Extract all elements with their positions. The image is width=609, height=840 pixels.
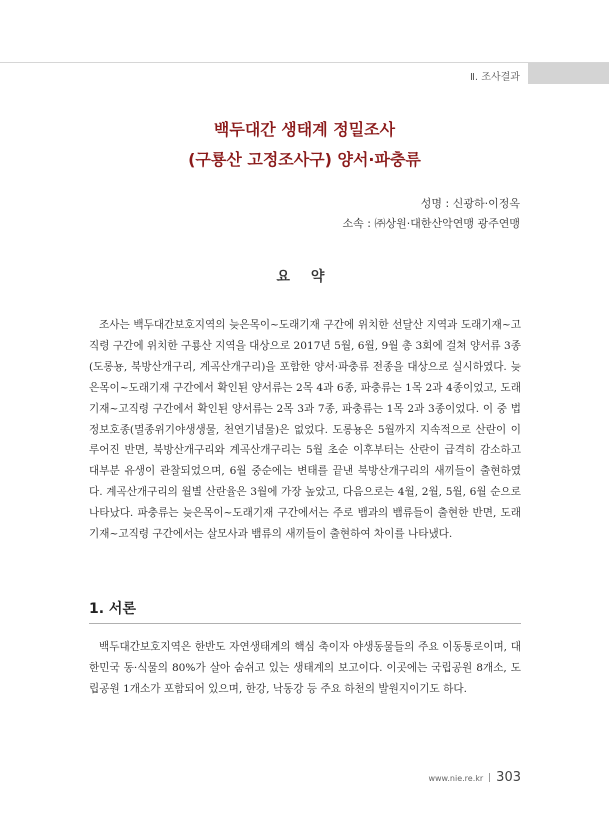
footer-separator xyxy=(489,773,490,782)
abstract-text: 조사는 백두대간보호지역의 늦은목이~도래기재 구간에 위치한 선달산 지역과 도래기재~고직령 구간에 위치한 구룡산 지역을 대상으로 2017년 5월, 6월, 9월 총 3회에 걸쳐 양서류 3종(도롱뇽, 북방산개구리, 계곡산개구리)을 포함한 양서·파충류 전종을 대상으로 실시하였다. 늦은목이~도래기재 구간에서 확인된 양서류는 2목 4과 6종, 파충류는 1목 2과 4종이었고, 도래기재~고직령 구간에서 확인된 양서류는 2목 3과 7종, 파충류는 1목 2과 3종이었다. 이 중 법정보호종(멸종위기야생생물, 천연기념물)은 없었다. 도롱뇽은 5월까지 지속적으로 산란이 이루어진 반면, 북방산개구리와 계곡산개구리는 5월 초순 이후부터는 산란이 급격히 감소하고 대부분 유생이 관찰되었으며, 6월 중순에는 변태를 끝낸 북방산개구리의 새끼들이 출현하였다. 계곡산개구리의 월별 산란율은 3월에 가장 높았고, 다음으로는 4월, 2월, 5월, 6월 순으로 나타났다. 파충류는 늦은목이~도래기재 구간에서는 주로 뱀과의 뱀류들이 출현한 반면, 도래기재~고직령 구간에서는 살모사과 뱀류의 새끼들이 출현하여 차이를 나타냈다. xyxy=(89,319,521,541)
page-footer xyxy=(428,770,521,785)
title-line-1: 백두대간 생태계 정밀조사 xyxy=(213,120,396,139)
author-names: 성명 : 신광하·이정옥 xyxy=(420,197,520,210)
title-line-2: (구룡산 고정조사구) 양서·파충류 xyxy=(188,150,421,169)
top-rule xyxy=(0,62,609,63)
section-rule xyxy=(89,623,521,624)
section-1-text: 백두대간보호지역은 한반도 자연생태계의 핵심 축이자 야생동물들의 주요 이동통로이며, 대한민국 동·식물의 80%가 살아 숨쉬고 있는 생태계의 보고이다. 이곳에는 국립공원 8개소, 도립공원 1개소가 포함되어 있으며, 한강, 낙동강 등 주요 하천의 발원지이기도 하다. xyxy=(89,641,521,695)
section-1-heading: 1. 서론 xyxy=(89,601,136,617)
abstract-heading: 요 약 xyxy=(276,269,333,285)
chapter-label: Ⅱ. 조사결과 xyxy=(470,72,520,83)
author-affiliation: 소속 : ㈜상원·대한산악연맹 광주연맹 xyxy=(342,217,520,230)
footer-url: www.nie.re.kr xyxy=(428,774,484,783)
page-number: 303 xyxy=(496,770,521,785)
header-tab xyxy=(528,63,609,84)
